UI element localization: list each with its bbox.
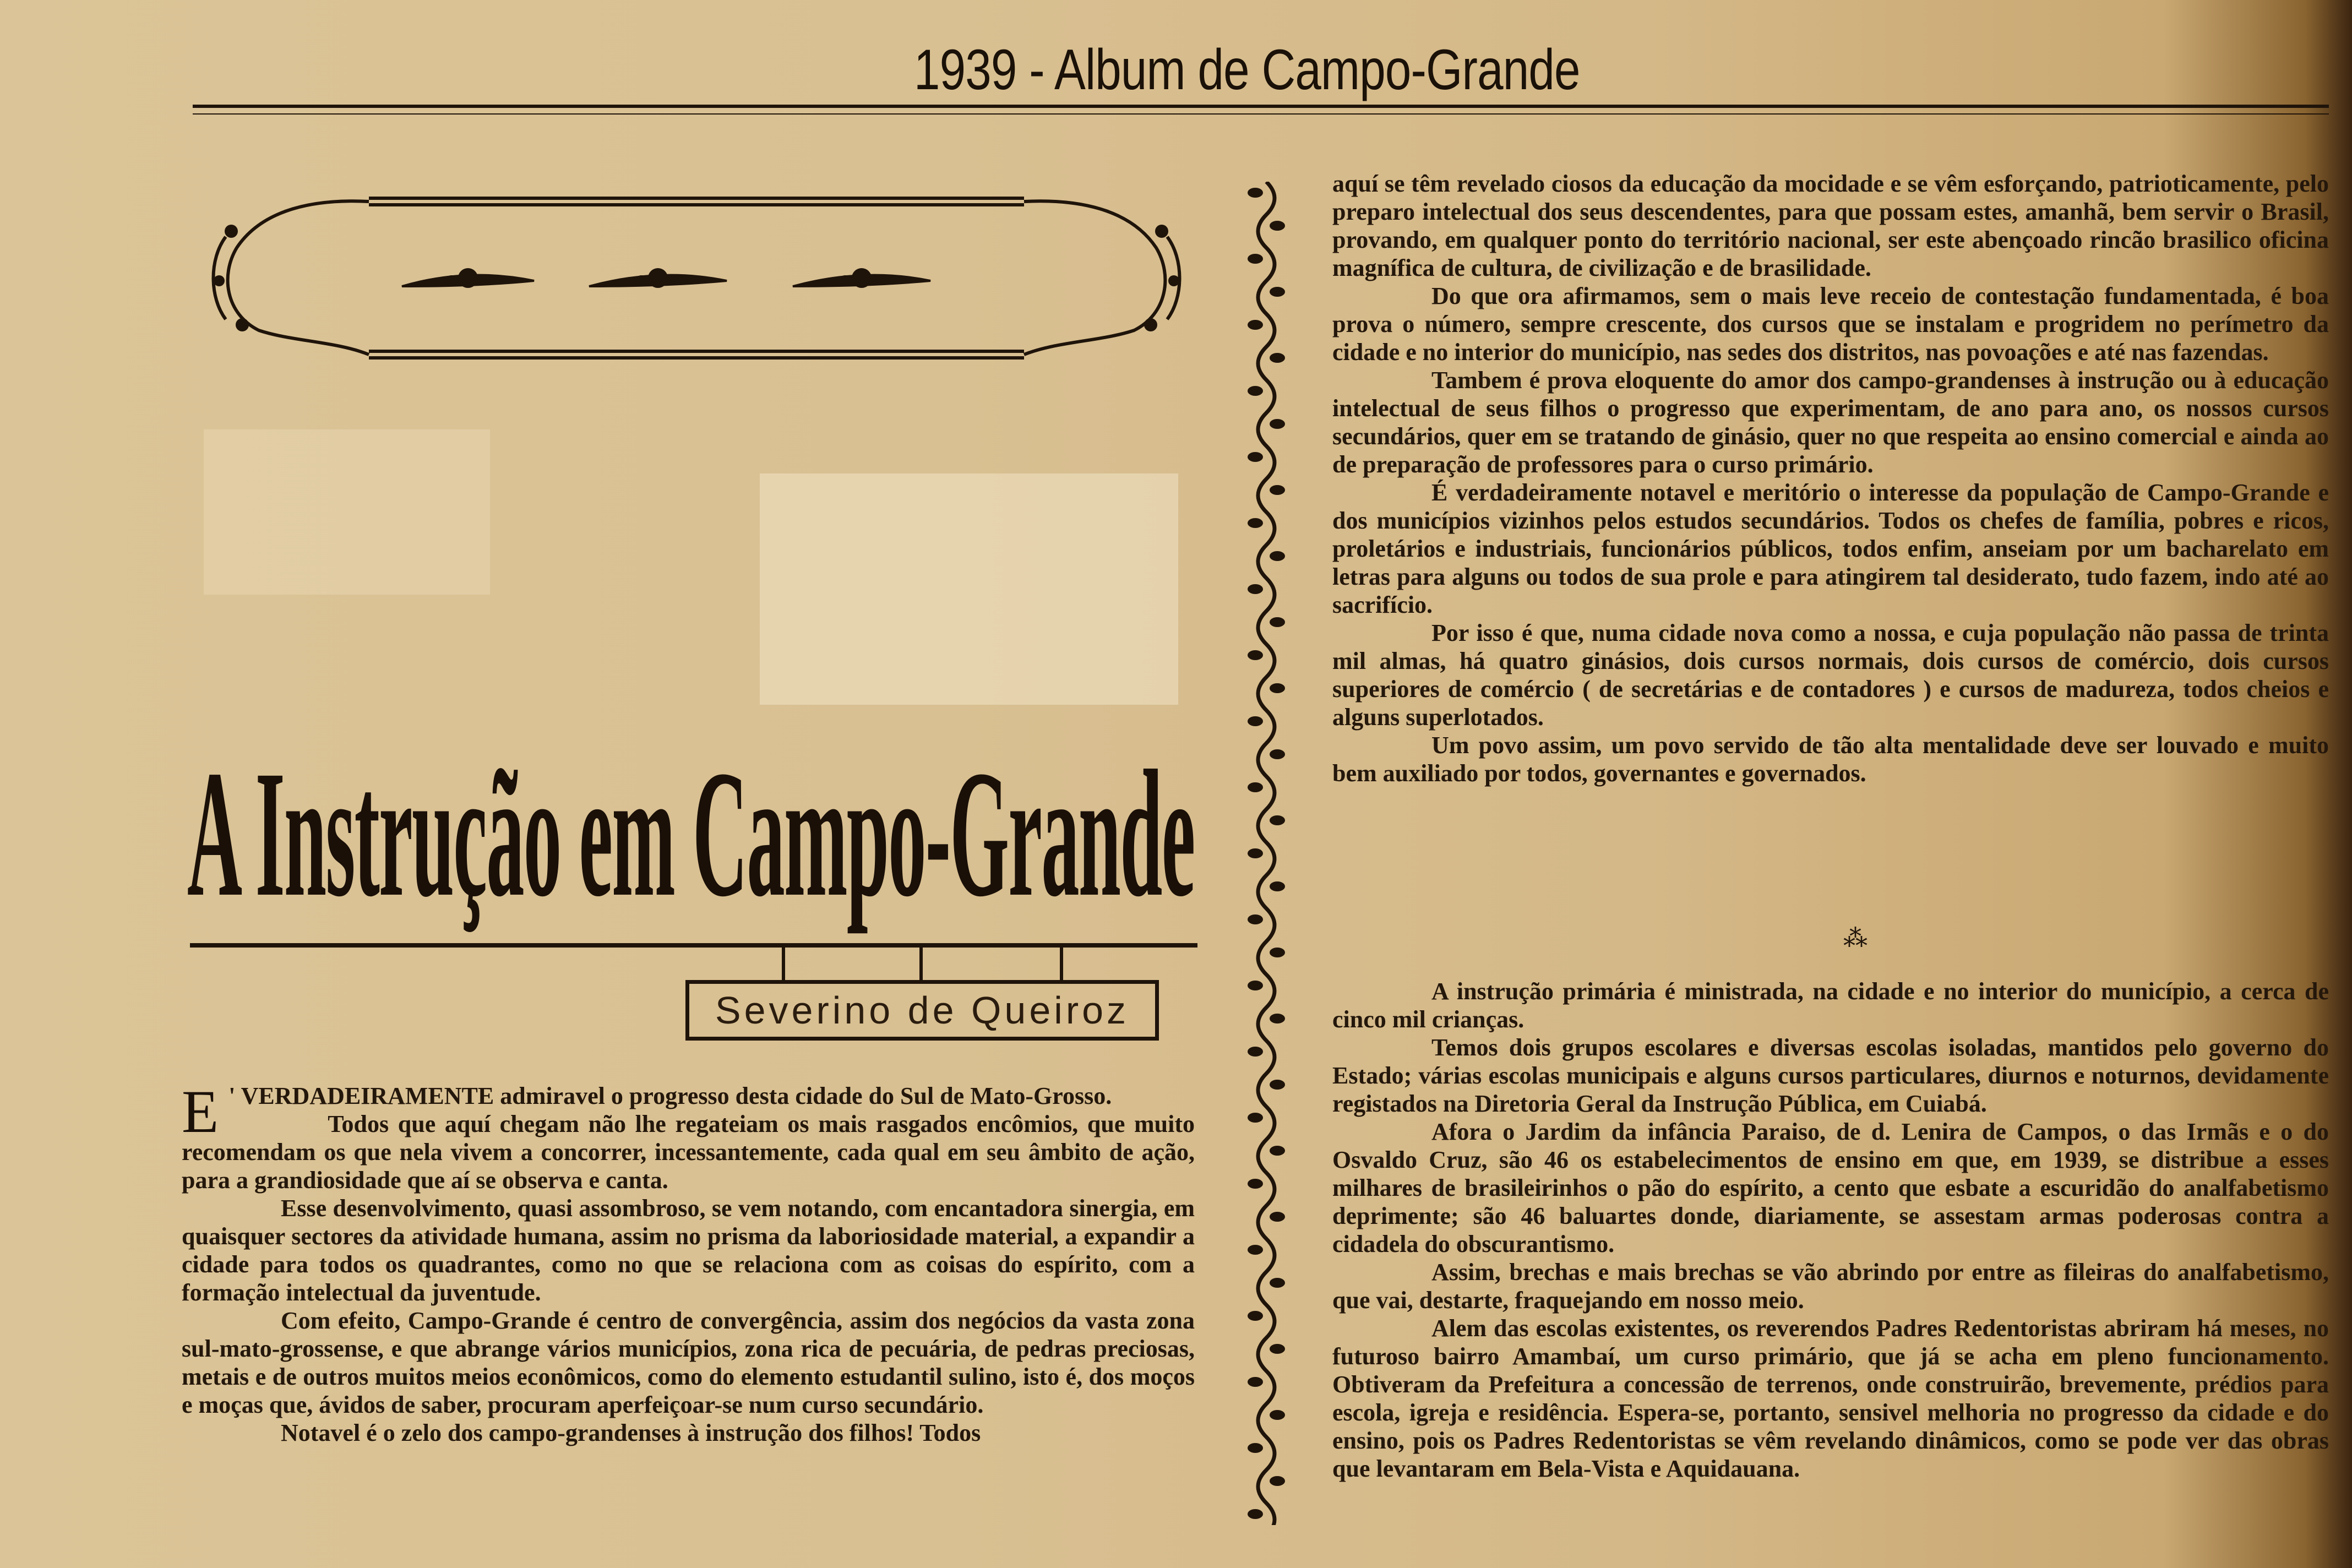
vine-leaf <box>1248 848 1263 858</box>
vine-leaf <box>1248 981 1263 990</box>
vine-leaf <box>1248 254 1263 264</box>
vine-leaf <box>1248 584 1263 594</box>
vine-leaf <box>1270 1014 1285 1023</box>
article-headline: A Instrução em Campo-Grande <box>187 733 1195 934</box>
article-paragraph: Notavel é o zelo dos campo-grandenses à instrução dos filhos! Todos <box>281 1419 981 1446</box>
vine-leaf <box>1248 188 1263 198</box>
article-paragraph: Um povo assim, um povo servido de tão alta mentalidade deve ser louvado e muito bem auxiliado por todos, governantes e governados. <box>1332 732 2329 787</box>
vine-leaf <box>1248 1047 1263 1057</box>
article-paragraph: Todos que aquí chegam não lhe regateiam os mais rasgados encômios, que muito recomendam os que nela vivem a concorrer, incessantemente, cada qual em seu âmbito de ação, para a grandiosidade que aí se observa e canta. <box>182 1110 1195 1194</box>
vine-leaf <box>1248 386 1263 396</box>
vine-leaf <box>1270 683 1285 693</box>
vine-leaf <box>1248 1179 1263 1189</box>
vine-leaf <box>1248 1443 1263 1453</box>
page-header-title: 1939 - Album de Campo-Grande <box>914 38 1580 102</box>
vine-leaf <box>1248 914 1263 924</box>
article-paragraph: Tambem é prova eloquente do amor dos campo-grandenses à instrução ou à educação intelectual de seus filhos o progresso que experimentam, de ano para ano, os nossos cursos secundários, quer em se tratando de ginásio, quer no que respeita ao ensino comercial e ainda ao de preparação de professores para o curso primário. <box>1332 367 2329 478</box>
article-paragraph: Do que ora afirmamos, sem o mais leve receio de contestação fundamentada, é boa prova o número, sempre crescente, dos cursos que se instalam e progridem no perímetro da cidade e no interior do município, nas sedes dos distritos, nas povoações e até nas fazendas. <box>1332 282 2329 366</box>
article-paragraph: aquí se têm revelado ciosos da educação da mocidade e se vêm esforçando, patrioticamente, pelo preparo intelectual dos seus descendentes, para que possam estes, amanhã, bem servir o Brasil, provando, em qualquer ponto do território nacional, ser este abençoado rincão brasilico oficina magnífica de cultura, de civilização e de brasilidade. <box>1332 170 2329 281</box>
vine-leaf <box>1270 353 1285 363</box>
article-paragraph: E ' VERDADEIRAMENTE admiravel o progresso desta cidade do Sul de Mato-Grosso. <box>182 1078 1112 1145</box>
article-left-column <box>182 1078 1195 1447</box>
vine-leaf <box>1248 716 1263 726</box>
vine-leaf <box>1270 749 1285 759</box>
article-paragraph: Esse desenvolvimento, quasi assombroso, se vem notando, com encantadora sinergia, em quaisquer sectores da atividade humana, assim no prisma da laboriosidade material, a expandir a cidade para todos os quadrantes, como no que se relaciona com as coisas do espírito, com a formação intelectual da juventude. <box>182 1195 1195 1306</box>
vine-leaf <box>1248 1245 1263 1255</box>
vine-leaf <box>1248 650 1263 660</box>
drop-cap: E <box>182 1078 219 1145</box>
paper-stain <box>760 473 1178 705</box>
ornamental-title-frame <box>193 176 1200 380</box>
vine-leaf <box>1248 782 1263 792</box>
paper-stain <box>204 429 490 595</box>
byline-connector <box>1060 943 1063 982</box>
byline-connector <box>782 943 785 982</box>
vine-leaf <box>1270 221 1285 231</box>
vine-leaf <box>1248 1377 1263 1387</box>
vine-leaf <box>1270 551 1285 561</box>
vine-column-divider <box>1239 182 1294 1525</box>
article-paragraph: A instrução primária é ministrada, na cidade e no interior do município, a cerca de cinco mil crianças. <box>1332 978 2329 1033</box>
vine-leaf <box>1270 1080 1285 1090</box>
vine-leaf <box>1248 518 1263 528</box>
vine-leaf <box>1270 948 1285 957</box>
vine-leaf <box>1270 815 1285 825</box>
vine-leaf <box>1248 320 1263 330</box>
vine-leaf <box>1270 617 1285 627</box>
header-rule <box>193 105 2329 108</box>
article-paragraph: Assim, brechas e mais brechas se vão abrindo por entre as fileiras do analfabetismo, que vai, destarte, fraquejando em nosso meio. <box>1332 1259 2329 1314</box>
byline-connector <box>919 943 923 982</box>
article-paragraph: É verdadeiramente notavel e meritório o interesse da população de Campo-Grande e dos municípios vizinhos pelos estudos secundários. Todos os chefes de família, pobres e ricos, proletários e industriais, funcionários públicos, todos enfim, anseiam por um bacharelato em letras para alguns ou todos de sua prole e para atingirem tal desiderato, tudo fazem, indo até ao sacrifício. <box>1332 479 2329 618</box>
section-asterism: ⁂ <box>1843 925 1868 952</box>
author-byline: Severino de Queiroz <box>685 980 1159 1041</box>
article-paragraph: Por isso é que, numa cidade nova como a nossa, e cuja população não passa de trinta mil almas, há quatro ginásios, dois cursos normais, dois cursos de comércio, dois cursos superiores de comércio ( de secretárias e de contadores ) e cursos de madureza, todos cheios e alguns superlotados. <box>1332 619 2329 731</box>
article-paragraph: Com efeito, Campo-Grande é centro de convergência, assim dos negócios da vasta zona sul-mato-grossense, e que abrange vários municípios, zona rica de pecuária, de pedras preciosas, metais e de outros muitos meios econômicos, como do elemento estudantil sulino, isto é, dos moços e moças que, ávidos de saber, procuram aperfeiçoar-se num curso secundário. <box>182 1307 1195 1418</box>
vine-leaf <box>1270 419 1285 429</box>
article-right-column-top <box>1332 170 2329 787</box>
vine-leaf <box>1248 452 1263 462</box>
vine-leaf <box>1270 1278 1285 1288</box>
vine-leaf <box>1270 1344 1285 1354</box>
article-paragraph: Alem das escolas existentes, os reverendos Padres Redentoristas abriram há meses, no futuroso bairro Amambaí, um curso primário, que já se acha em pleno funcionamento. Obtiveram da Prefeitura a concessão de terrenos, onde construirão, brevemente, prédios para escola, igreja e residência. Espera-se, portanto, sensivel melhoria no progresso da cidade e do ensino, pois os Padres Redentoristas se vêm revelando dinâmicos, como se pode ver das obras que levantaram em Bela-Vista e Aquidauana. <box>1332 1315 2329 1482</box>
vine-leaf <box>1270 881 1285 891</box>
vine-leaf <box>1270 1476 1285 1486</box>
vine-leaf <box>1270 485 1285 495</box>
headline-rule <box>190 943 1197 948</box>
header-rule-thin <box>193 113 2329 115</box>
vine-leaf <box>1270 287 1285 297</box>
vine-leaf <box>1270 1146 1285 1156</box>
vine-leaf <box>1248 1311 1263 1321</box>
article-right-column-bottom <box>1332 977 2329 1483</box>
vine-leaf <box>1248 1113 1263 1123</box>
vine-leaf <box>1248 1509 1263 1519</box>
article-paragraph: Afora o Jardim da infância Paraiso, de d. Lenira de Campos, o das Irmãs e o do Osvaldo Cruz, são 46 os estabelecimentos de ensino em que, em 1939, se distribue a esses milhares de brasileirinhos o pão do espírito, a cento que esbate a escuridão do analfabetismo deprimente; são 46 baluartes donde, diariamente, se assestam armas poderosas contra a cidadela do obscurantismo. <box>1332 1118 2329 1257</box>
vine-leaf <box>1270 1410 1285 1420</box>
article-paragraph: Temos dois grupos escolares e diversas escolas isoladas, mantidos pelo governo do Estado; várias escolas municipais e alguns cursos particulares, diurnos e noturnos, devidamente registados na Diretoria Geral da Instrução Pública, em Cuiabá. <box>1332 1034 2329 1117</box>
vine-leaf <box>1270 1212 1285 1222</box>
ornament-sprig <box>402 269 930 287</box>
